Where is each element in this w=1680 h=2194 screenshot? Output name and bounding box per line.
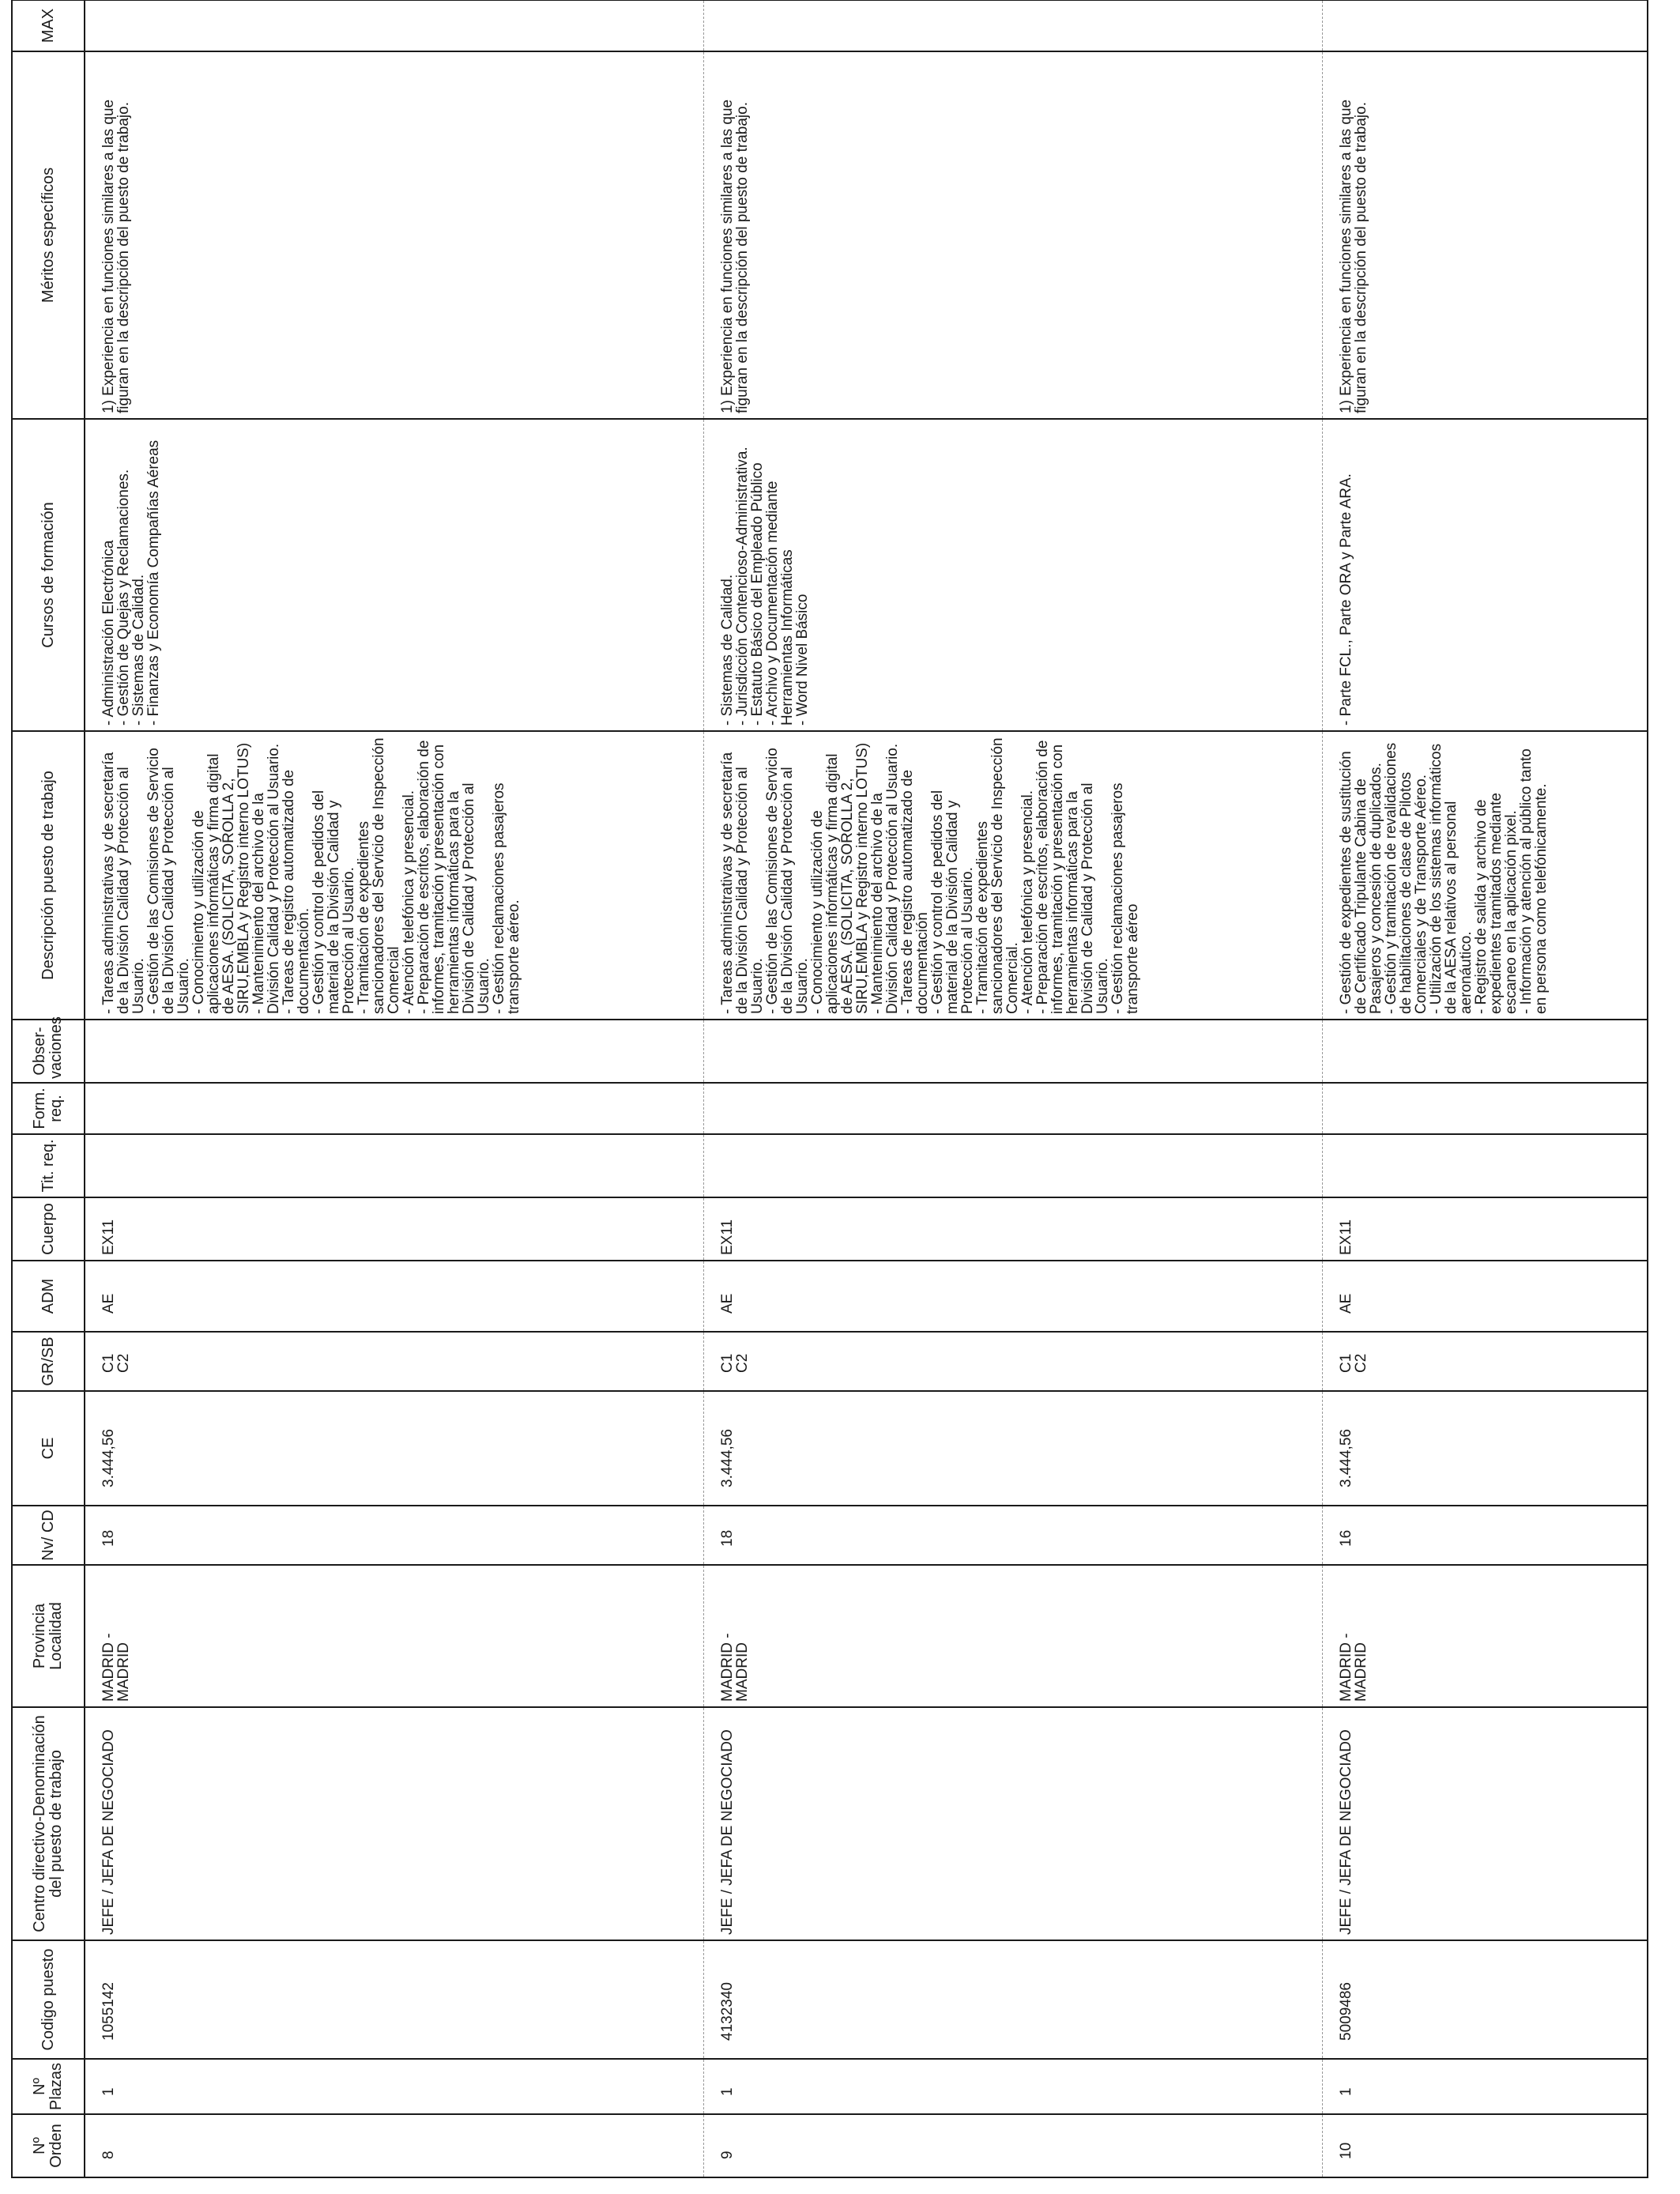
header-max: MAX bbox=[12, 0, 85, 51]
table-row bbox=[704, 0, 1323, 2177]
cell-grupo: C1 C2 bbox=[704, 1332, 1323, 1391]
cell-cursos: - Parte FCL., Parte ORA y Parte ARA. bbox=[1323, 419, 1648, 731]
cell-cuerpo: EX11 bbox=[1323, 1197, 1648, 1261]
header-cuerpo: Cuerpo bbox=[12, 1197, 85, 1261]
cell-orden: 8 bbox=[85, 2114, 704, 2177]
cell-cuerpo: EX11 bbox=[704, 1197, 1323, 1261]
header-cursos: Cursos de formación bbox=[12, 419, 85, 731]
header-row bbox=[12, 0, 85, 2177]
table-row bbox=[1323, 0, 1648, 2177]
cell-plazas: 1 bbox=[1323, 2059, 1648, 2114]
cell-max bbox=[85, 0, 704, 51]
cell-codigo: 1055142 bbox=[85, 1940, 704, 2059]
cell-tit bbox=[704, 1134, 1323, 1197]
cell-plazas: 1 bbox=[85, 2059, 704, 2114]
header-meritos: Méritos específicos bbox=[12, 51, 85, 419]
cell-centro: JEFE / JEFA DE NEGOCIADO bbox=[704, 1707, 1323, 1940]
cell-obs bbox=[1323, 1020, 1648, 1083]
cell-max bbox=[1323, 0, 1648, 51]
cell-orden: 10 bbox=[1323, 2114, 1648, 2177]
cell-desc: - Tareas administrativas y de secretaría de la División Calidad y Protección al Usuario. - Gestión de las Comisiones de Servicio de la División Calidad y Protección al Usuario. - Conocimiento y utilización de aplicaciones informáticas y firma digital de AESA. (SOLICITA, SOROLLA 2, SIRU,EMBLA y Registro interno LOTUS) - Mantenimiento del archivo de la División Calidad y Protección al Usuario. - Tareas de registro automatizado de documentación. - Gestión y control de pedidos del material de la División Calidad y Protección al Usuario. - Tramitación de expedientes sancionadores del Servicio de Inspección Comercial - Atención telefónica y presencial. - Preparación de escritos, elaboración de informes, tramitación y presentación con herramientas informáticas para la División de Calidad y Protección al Usuario. - Gestión reclamaciones pasajeros transporte aéreo. bbox=[85, 731, 704, 1020]
header-nivel: Nv/ CD bbox=[12, 1506, 85, 1565]
header-adm: ADM bbox=[12, 1261, 85, 1332]
cell-meritos: 1) Experiencia en funciones similares a las que figuran en la descripción del puesto de trabajo. bbox=[704, 51, 1323, 419]
cell-nivel: 18 bbox=[85, 1506, 704, 1565]
cell-adm: AE bbox=[704, 1261, 1323, 1332]
cell-form bbox=[704, 1083, 1323, 1134]
header-obs: Obser-vaciones bbox=[12, 1020, 85, 1083]
cell-provincia: MADRID - MADRID bbox=[85, 1565, 704, 1707]
cell-cursos: - Sistemas de Calidad. - Jurisdicción Contencioso-Administrativa. - Estatuto Básico del Empleado Público - Archivo y Documentación mediante Herramientas Informáticas - Word Nivel Básico bbox=[704, 419, 1323, 731]
cell-form bbox=[85, 1083, 704, 1134]
cell-ce: 3.444,56 bbox=[704, 1391, 1323, 1506]
cell-centro: JEFE / JEFA DE NEGOCIADO bbox=[1323, 1707, 1648, 1940]
header-tit: Tit. req. bbox=[12, 1134, 85, 1197]
cell-obs bbox=[85, 1020, 704, 1083]
cell-tit bbox=[1323, 1134, 1648, 1197]
cell-provincia: MADRID - MADRID bbox=[704, 1565, 1323, 1707]
cell-desc: - Gestión de expedientes de sustitución de Certificado Tripulante Cabina de Pasajeros y concesión de duplicados. - Gestión y tramitación de revalidaciones de habilitaciones de clase de Pilotos Comerciales y de Transporte Aéreo. - Utilización de los sistemas informáticos de la AESA relativos al personal aeronáutico. - Registro de salida y archivo de expedientes tramitados mediante escaneo en la aplicación pixel. - Información y atención al público tanto en persona como telefónicamente. bbox=[1323, 731, 1648, 1020]
cell-obs bbox=[704, 1020, 1323, 1083]
cell-plazas: 1 bbox=[704, 2059, 1323, 2114]
cell-codigo: 4132340 bbox=[704, 1940, 1323, 2059]
cell-cuerpo: EX11 bbox=[85, 1197, 704, 1261]
cell-max bbox=[704, 0, 1323, 51]
cell-ce: 3.444,56 bbox=[1323, 1391, 1648, 1506]
cell-grupo: C1 C2 bbox=[85, 1332, 704, 1391]
header-grupo: GR/SB bbox=[12, 1332, 85, 1391]
table-row bbox=[85, 0, 704, 2177]
header-codigo: Codigo puesto bbox=[12, 1940, 85, 2059]
header-desc: Descripción puesto de trabajo bbox=[12, 731, 85, 1020]
cell-adm: AE bbox=[85, 1261, 704, 1332]
cell-orden: 9 bbox=[704, 2114, 1323, 2177]
cell-ce: 3.444,56 bbox=[85, 1391, 704, 1506]
header-ce: CE bbox=[12, 1391, 85, 1506]
cell-desc: - Tareas administrativas y de secretaría de la División Calidad y Protección al Usuario. - Gestión de las Comisiones de Servicio de la División Calidad y Protección al Usuario. - Conocimiento y utilización de aplicaciones informáticas y firma digital de AESA. (SOLICITA, SOROLLA 2, SIRU,EMBLA y Registro interno LOTUS) - Mantenimiento del archivo de la División Calidad y Protección al Usuario. - Tareas de registro automatizado de documentación - Gestión y control de pedidos del material de la División Calidad y Protección al Usuario. - Tramitación de expedientes sancionadores del Servicio de Inspección Comercial. - Atención telefónica y presencial. - Preparación de escritos, elaboración de informes, tramitación y presentación con herramientas informáticas para la División de Calidad y Protección al Usuario. - Gestión reclamaciones pasajeros transporte aéreo bbox=[704, 731, 1323, 1020]
header-centro: Centro directivo-Denominación del puesto de trabajo bbox=[12, 1707, 85, 1940]
cell-form bbox=[1323, 1083, 1648, 1134]
header-orden: Nº Orden bbox=[12, 2114, 85, 2177]
cell-provincia: MADRID - MADRID bbox=[1323, 1565, 1648, 1707]
cell-grupo: C1 C2 bbox=[1323, 1332, 1648, 1391]
cell-cursos: - Administración Electrónica - Gestión de Quejas y Reclamaciones. - Sistemas de Calidad. - Finanzas y Economía Compañías Aéreas bbox=[85, 419, 704, 731]
cell-centro: JEFE / JEFA DE NEGOCIADO bbox=[85, 1707, 704, 1940]
cell-meritos: 1) Experiencia en funciones similares a las que figuran en la descripción del puesto de trabajo. bbox=[1323, 51, 1648, 419]
header-provincia: Provincia Localidad bbox=[12, 1565, 85, 1707]
vacancies-table bbox=[11, 0, 1648, 2178]
cell-adm: AE bbox=[1323, 1261, 1648, 1332]
cell-nivel: 16 bbox=[1323, 1506, 1648, 1565]
header-plazas: Nº Plazas bbox=[12, 2059, 85, 2114]
header-form: Form. req. bbox=[12, 1083, 85, 1134]
cell-meritos: 1) Experiencia en funciones similares a las que figuran en la descripción del puesto de trabajo. bbox=[85, 51, 704, 419]
cell-nivel: 18 bbox=[704, 1506, 1323, 1565]
cell-codigo: 5009486 bbox=[1323, 1940, 1648, 2059]
cell-tit bbox=[85, 1134, 704, 1197]
